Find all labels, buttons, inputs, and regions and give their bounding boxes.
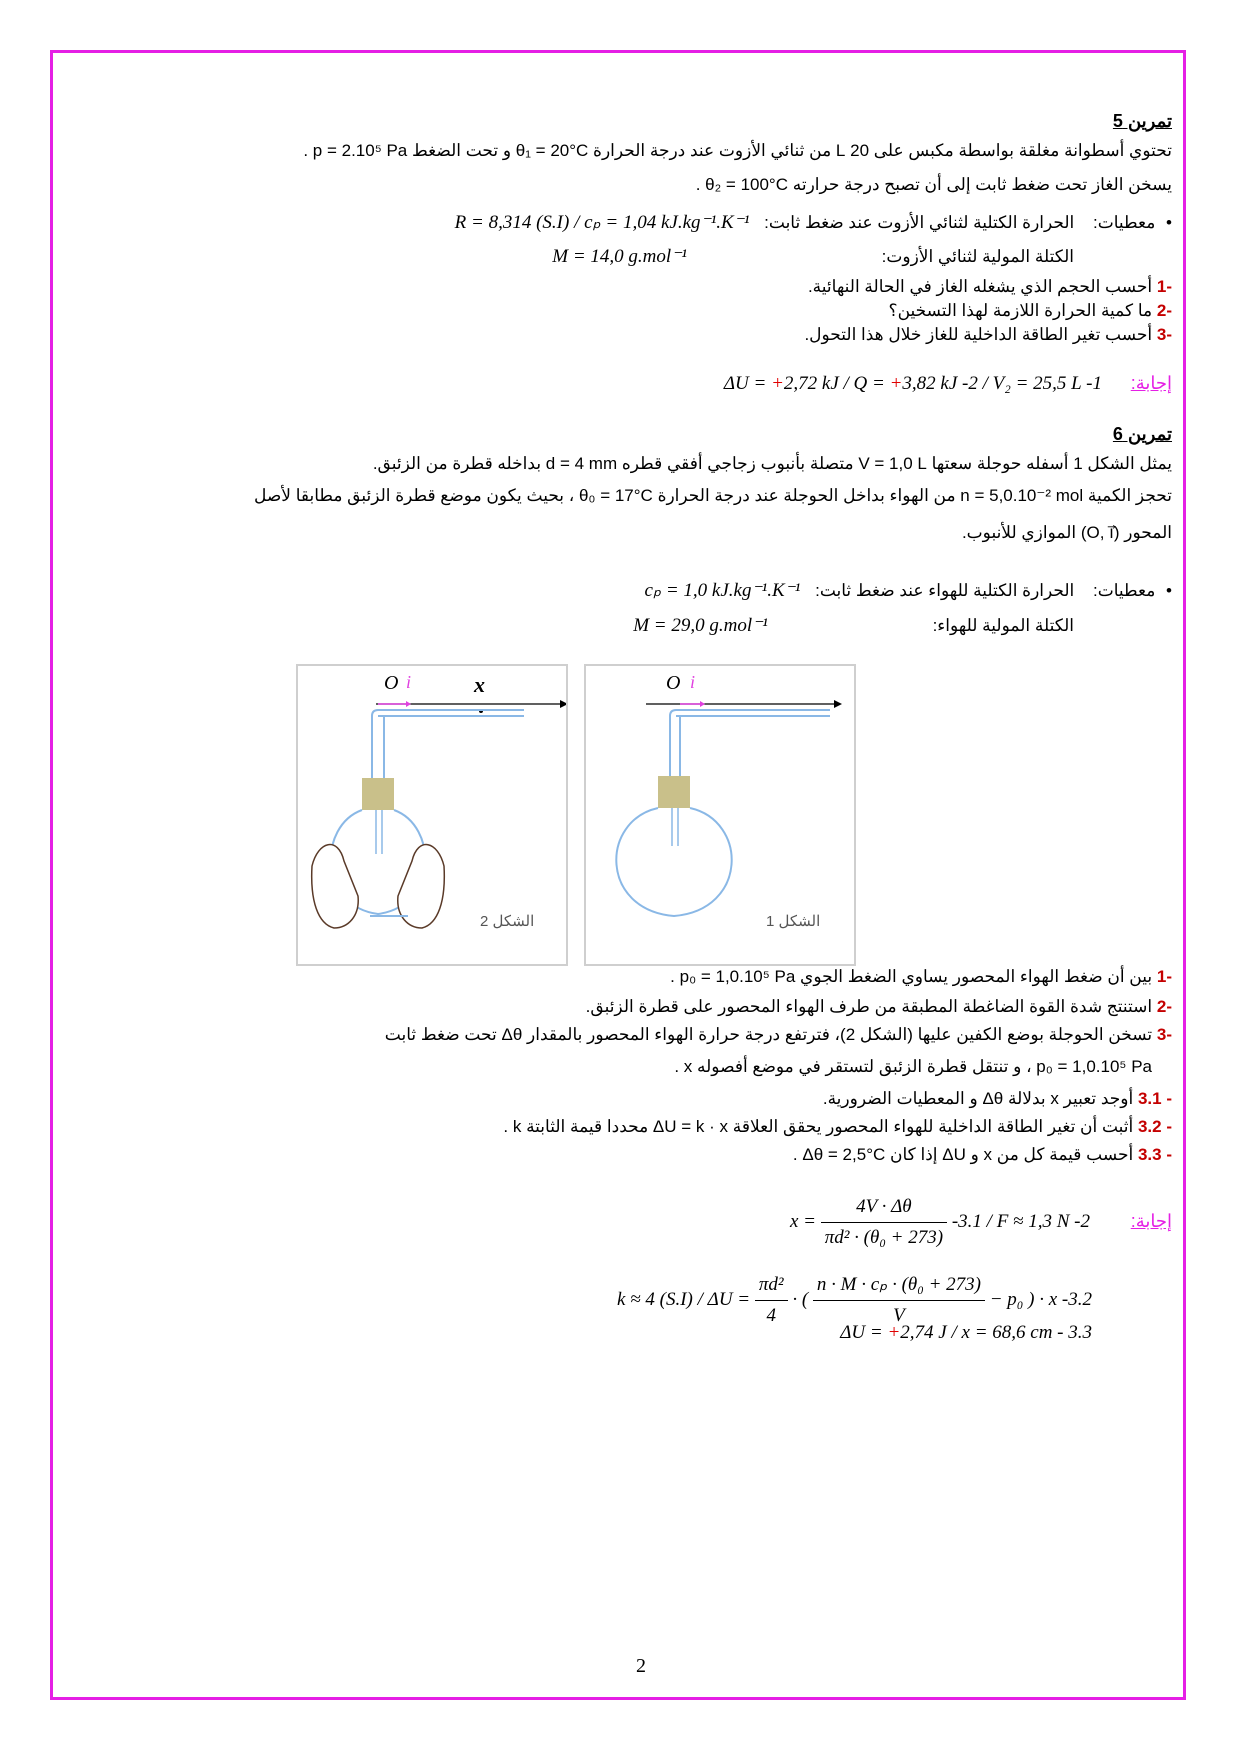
axis-arrowhead-icon: [834, 700, 842, 708]
exercise-6-question-1: [110, 966, 1172, 988]
exercise-6-given-m: [110, 615, 1172, 637]
question-text: أوجد تعبير x بدلالة Δθ و المعطيات الضرورية.: [822, 1089, 1134, 1108]
figure-2: [296, 664, 568, 966]
vertical-tube: [670, 710, 680, 776]
answer-label: إجابة:: [1130, 373, 1172, 393]
fraction: $\frac{4V \cdot \Delta\theta}{\text{πd² · (θ₀ + 273)}}$: [821, 1192, 947, 1253]
fraction: $\frac{\text{n · M · cₚ · (θ₀ + 273)}}{V}$: [813, 1270, 985, 1331]
horizontal-tube: [378, 710, 524, 716]
bullet-icon: •: [1166, 581, 1172, 600]
unit-vector-arrow-icon: [700, 701, 705, 707]
given-cp-value: R = 8,314 (S.I) / cₚ = 1,04 kJ.kg⁻¹.K⁻¹: [454, 212, 750, 233]
question-text: ما كمية الحرارة اللازمة لهذا التسخين؟: [888, 301, 1153, 320]
question-text: أثبت أن تغير الطاقة الداخلية للهواء المحصور يحقق العلاقة ΔU = k · x محددا قيمة الثابتة k .: [503, 1117, 1134, 1136]
question-number: -1: [1156, 277, 1172, 296]
axis-x-label: x: [474, 672, 485, 697]
flask-body: [616, 808, 731, 916]
exercise-5-line-2: يسخن الغاز تحت ضغط ثابت إلى أن تصبح درجة حرارته θ₂ = 100°C .: [695, 175, 1172, 194]
exercise-5-heading: تمرين 5: [1112, 111, 1172, 131]
exercise-5-question-3: [110, 324, 1172, 346]
exercise-6-question-3-continued: p₀ = 1,0.10⁵ Pa ، و تنتقل قطرة الزئبق لتستقر في موضع أفصوله x .: [674, 1057, 1152, 1076]
question-number: -2: [1156, 301, 1172, 320]
given-m-value: M = 29,0 g.mol⁻¹: [633, 615, 768, 636]
given-m-label: الكتلة المولية للهواء:: [932, 616, 1074, 635]
exercise-6-line-3: المحور (O, i⃗) الموازي للأنبوب.: [961, 523, 1172, 542]
question-text: أحسب الحجم الذي يشغله الغاز في الحالة النهائية.: [807, 277, 1153, 296]
given-m-label: الكتلة المولية لثنائي الأزوت:: [881, 247, 1074, 266]
question-number: -3: [1156, 1025, 1172, 1044]
exercise-5-question-1: [110, 276, 1172, 298]
axis-origin-label: O: [384, 672, 399, 694]
horizontal-tube: [676, 710, 830, 716]
exercise-5-answer: [110, 372, 1172, 395]
stopper: [658, 776, 690, 808]
axis-origin-label: O: [666, 672, 681, 694]
vertical-tube: [372, 710, 384, 778]
question-text: أحسب قيمة كل من x و ΔU إذا كان Δθ = 2,5°C .: [792, 1145, 1134, 1164]
exercise-5-given-m: [110, 246, 1172, 268]
answer-formula-2: k ≈ 4 (S.I) / ΔU = $\frac{\text{πd²}}{4}$ · ( $\frac{\text{n · M · cₚ · (θ₀ + 273)}}{V}$ − p₀ ) · x -3.2: [617, 1289, 1092, 1310]
given-cp-label: الحرارة الكتلية للهواء عند ضغط ثابت:: [815, 581, 1075, 600]
page-number: 2: [636, 1655, 646, 1677]
left-hand-icon: [312, 845, 359, 928]
figure-2-caption: الشكل 2: [480, 913, 535, 930]
question-number: - 3.1: [1137, 1089, 1172, 1108]
exercise-6-question-3-1: [110, 1088, 1172, 1110]
figure-1: [584, 664, 856, 966]
fraction: $\frac{\text{πd²}}{4}$: [755, 1270, 788, 1331]
answer-formula-3: ΔU = +2,74 J / x = 68,6 cm - 3.3: [840, 1322, 1092, 1343]
stopper: [362, 778, 394, 810]
exercise-6-question-3: [110, 1024, 1172, 1046]
question-number: -1: [1156, 967, 1172, 986]
question-number: -2: [1156, 997, 1172, 1016]
question-text: أحسب تغير الطاقة الداخلية للغاز خلال هذا التحول.: [804, 325, 1153, 344]
exercise-6-heading: تمرين 6: [1112, 424, 1172, 444]
question-text: استنتج شدة القوة الضاغطة المطبقة من طرف الهواء المحصور على قطرة الزئبق.: [585, 997, 1153, 1016]
exercise-6-given-cp: [110, 580, 1172, 602]
exercise-6-line-1: يمثل الشكل 1 أسفله حوجلة سعتها V = 1,0 L متصلة بأنبوب زجاجي أفقي قطره d = 4 mm بداخله قطرة من الزئبق.: [372, 454, 1172, 473]
answer-formula: ΔU = +2,72 kJ / Q = +3,82 kJ -2 / V₂ = 25,5 L -1: [723, 373, 1102, 394]
given-cp-value: cₚ = 1,0 kJ.kg⁻¹.K⁻¹: [644, 580, 801, 601]
exercise-5-question-2: [110, 300, 1172, 322]
question-number: -3: [1156, 325, 1172, 344]
question-number: - 3.3: [1137, 1145, 1172, 1164]
given-label: معطيات:: [1093, 213, 1156, 232]
exercise-6-answer-line-3: [110, 1322, 1172, 1344]
bullet-icon: •: [1166, 213, 1172, 232]
answer-formula-1: x = $\frac{4V \cdot \Delta\theta}{\text{πd² · (θ₀ + 273)}}$ -3.1 / F ≈ 1,3 N -2: [790, 1211, 1090, 1232]
given-cp-label: الحرارة الكتلية لثنائي الأزوت عند ضغط ثابت:: [764, 213, 1075, 232]
axis-arrowhead-icon: [560, 700, 566, 708]
unit-vector-arrow-icon: [406, 701, 411, 707]
exercise-6-question-3-3: [110, 1144, 1172, 1166]
unit-vector-label: i⃗: [406, 672, 426, 692]
document-page: [110, 110, 1172, 1677]
unit-vector-label: i⃗: [690, 672, 710, 692]
exercise-6-question-3-2: [110, 1116, 1172, 1138]
question-text: بين أن ضغط الهواء المحصور يساوي الضغط الجوي p₀ = 1,0.10⁵ Pa .: [670, 967, 1153, 986]
question-number: - 3.2: [1137, 1117, 1172, 1136]
given-label: معطيات:: [1093, 581, 1156, 600]
question-text: تسخن الحوجلة بوضع الكفين عليها (الشكل 2)، فترتفع درجة حرارة الهواء المحصور بالمقدار Δθ تحت ضغط ثابت: [384, 1025, 1153, 1044]
figure-1-caption: الشكل 1: [766, 913, 821, 930]
exercise-6-answer-line-1: [110, 1192, 1172, 1253]
answer-label: إجابة:: [1130, 1210, 1172, 1231]
exercise-5-given-cp: [110, 212, 1172, 234]
exercise-6-question-2: [110, 996, 1172, 1018]
given-m-value: M = 14,0 g.mol⁻¹: [552, 246, 687, 267]
exercise-5-line-1: تحتوي أسطوانة مغلقة بواسطة مكبس على 20 L من ثنائي الأزوت عند درجة الحرارة θ₁ = 20°C و تحت الضغط p = 2.10⁵ Pa .: [303, 141, 1172, 160]
exercise-6-line-2: تحجز الكمية n = 5,0.10⁻² mol من الهواء بداخل الحوجلة عند درجة الحرارة θ₀ = 17°C ، بحيث يكون موضع قطرة الزئبق مطابقا لأصل: [253, 486, 1172, 505]
